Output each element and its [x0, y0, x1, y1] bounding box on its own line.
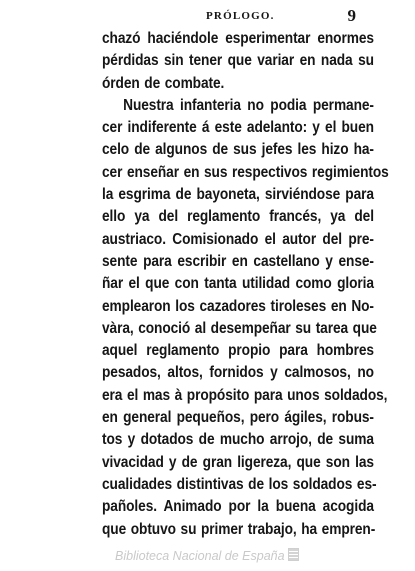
text-line: ello ya del reglamento francés, ya del [102, 208, 374, 226]
text-line: tos y dotados de mucho arrojo, de suma [102, 431, 374, 449]
page-header [102, 8, 374, 28]
text-line: cer indiferente á este adelanto: y el buen [102, 119, 374, 137]
text-line: que obtuvo su primer trabajo, ha empren- [102, 520, 376, 538]
text-line: cualidades distintivas de los soldados es- [102, 475, 377, 493]
text-line: pañoles. Animado por la buena acogida [102, 498, 374, 516]
text-line: aquel reglamento propio para hombres [102, 342, 374, 360]
text-line: cer enseñar en sus respectivos regimientos [102, 163, 389, 181]
watermark-logo-icon [288, 548, 299, 561]
text-line: órden de combate. [102, 74, 225, 92]
text-line: emplearon los cazadores tiroleses en No- [102, 297, 374, 315]
text-line: la esgrima de bayoneta, sirviéndose para [102, 186, 374, 204]
text-line: chazó haciéndole esperimentar enormes [102, 30, 374, 47]
paragraph-first-line: Nuestra infanteria no podia permane- [123, 96, 374, 114]
library-watermark [115, 548, 299, 563]
page-number: 9 [347, 6, 356, 25]
text-line: vàra, conoció al desempeñar su tarea que [102, 319, 377, 337]
text-line: en general pequeños, pero ágiles, robus- [102, 409, 374, 427]
watermark-text: Biblioteca Nacional de España [115, 549, 285, 563]
text-line: era el mas à propósito para unos soldados, [102, 386, 388, 404]
text-line: pérdidas sin tener que variar en nada su [102, 52, 374, 70]
text-line: austriaco. Comisionado el autor del pre- [102, 230, 374, 248]
running-head: PRÓLOGO. [206, 10, 275, 22]
text-line: pesados, altos, fornidos y calmosos, no [102, 364, 374, 382]
text-line: celo de algunos de sus jefes les hizo ha- [102, 141, 374, 159]
text-line: ñar el que con tanta utilidad como gloria [102, 275, 374, 293]
text-line: sente para escribir en castellano y ense- [102, 252, 374, 270]
body-text [102, 28, 389, 541]
text-line: vivacidad y de gran ligereza, que son las [102, 453, 374, 471]
